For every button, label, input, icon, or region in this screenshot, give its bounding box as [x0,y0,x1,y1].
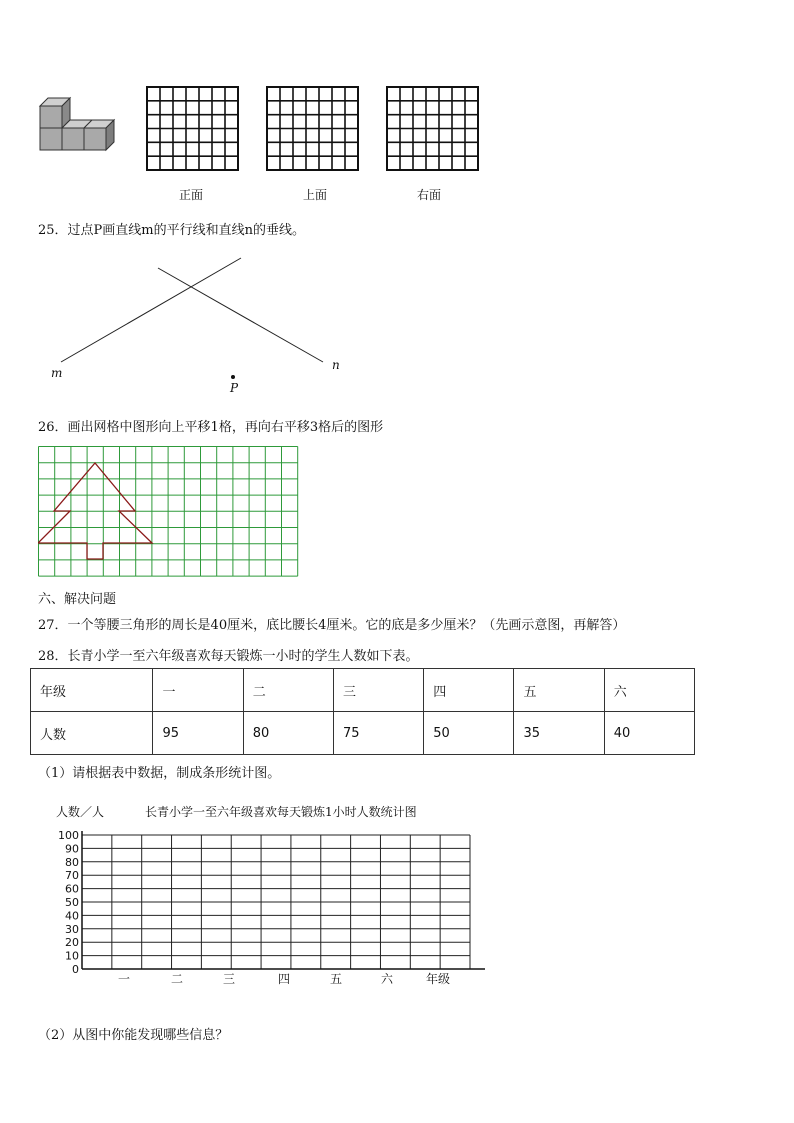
y-tick-label: 60 [65,882,79,896]
y-tick-label: 40 [65,909,79,923]
table-cell: 95 [153,712,243,755]
question-27: 27．一个等腰三角形的周长是40厘米，底比腰长4厘米。它的底是多少厘米？（先画示意图，再解答） [38,618,626,633]
top-view-grid[interactable] [265,85,360,172]
right-view-grid[interactable] [385,85,480,172]
chart-title: 长青小学一至六年级喜欢每天锻炼1小时人数统计图 [145,805,417,819]
top-view-label: 上面 [303,188,328,202]
table-cell: 80 [243,712,333,755]
right-view-label: 右面 [417,188,442,202]
table-cell: 40 [604,712,694,755]
table-cell: 35 [514,712,604,755]
label-n: n [332,358,340,372]
table-cell: 二 [243,669,333,712]
x-tick-label: 五 [329,972,343,986]
section-6-heading: 六、解决问题 [38,592,117,607]
sub-question-2: （2）从图中你能发现哪些信息？ [38,1028,229,1043]
cube-figure [36,96,120,158]
table-cell: 75 [333,712,423,755]
table-cell: 年级 [31,669,153,712]
data-table [30,668,695,755]
x-tick-label: 四 [277,972,291,986]
x-tick-label: 六 [380,972,394,986]
line-n [158,268,323,362]
label-p: P [230,381,239,395]
point-p [231,375,235,379]
y-tick-label: 100 [58,829,79,842]
chart-y-label: 人数／人 [56,805,105,819]
question-25: 25．过点P画直线m的平行线和直线n的垂线。 [38,223,305,238]
y-tick-label: 90 [65,842,79,856]
table-cell: 五 [514,669,604,712]
label-m: m [51,366,63,380]
table-cell: 四 [424,669,514,712]
y-tick-label: 10 [65,949,79,963]
y-tick-label: 50 [65,896,79,909]
question-26: 26．画出网格中图形向上平移1格，再向右平移3格后的图形 [38,420,384,435]
tree-grid[interactable] [38,446,300,578]
x-axis-label: 年级 [425,972,451,986]
table-cell: 六 [604,669,694,712]
table-cell: 三 [333,669,423,712]
x-tick-label: 二 [170,972,184,986]
lines-figure[interactable] [45,250,345,400]
y-tick-label: 70 [65,869,79,883]
y-tick-label: 30 [65,922,79,936]
sub-question-1: （1）请根据表中数据，制成条形统计图。 [38,766,281,781]
front-view-grid[interactable] [145,85,240,172]
front-view-label: 正面 [179,188,204,202]
x-tick-label: 三 [222,972,236,986]
table-cell: 人数 [31,712,153,755]
table-cell: 50 [424,712,514,755]
y-tick-label: 0 [72,963,79,976]
y-tick-label: 20 [65,936,79,950]
x-tick-label: 一 [117,972,131,986]
line-m [61,258,241,362]
bar-chart[interactable] [40,820,485,995]
table-row [31,669,695,712]
table-row [31,712,695,755]
question-28: 28．长青小学一至六年级喜欢每天锻炼一小时的学生人数如下表。 [38,649,419,664]
table-cell: 一 [153,669,243,712]
y-tick-label: 80 [65,855,79,869]
